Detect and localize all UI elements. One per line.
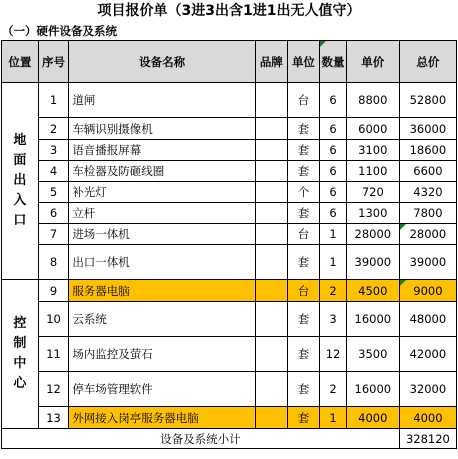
cell-qty: 3: [320, 302, 347, 337]
cell-name: 道闸: [69, 83, 256, 118]
cell-qty: 2: [320, 280, 347, 302]
cell-unit: 套: [287, 337, 320, 372]
cell-price: 1300: [346, 203, 399, 224]
header-position: 位置: [2, 41, 39, 83]
table-row-highlighted: [2, 407, 457, 429]
header-qty: 数量: [320, 41, 347, 83]
cell-price: 4500: [346, 280, 399, 302]
cell-qty: 12: [320, 337, 347, 372]
cell-price: 39000: [346, 245, 399, 280]
cell-brand: [256, 161, 288, 182]
table-row: [2, 224, 457, 245]
group-ground-entrance: 地面出入口: [2, 83, 39, 280]
cell-price: 3100: [346, 140, 399, 161]
table-row-highlighted: [2, 280, 457, 302]
header-name: 设备名称: [69, 41, 256, 83]
cell-price: 6000: [346, 118, 399, 140]
cell-index: 9: [38, 280, 69, 302]
cell-index: 3: [38, 140, 69, 161]
table-row: [2, 203, 457, 224]
subtotal-value: 328120: [399, 429, 456, 449]
cell-index: 11: [38, 337, 69, 372]
cell-index: 7: [38, 224, 69, 245]
table-row: [2, 161, 457, 182]
cell-unit: 套: [287, 302, 320, 337]
cell-price: 16000: [346, 372, 399, 407]
cell-unit: 个: [287, 182, 320, 203]
page-title: 项目报价单（3进3出含1进1出无人值守）: [97, 3, 361, 19]
cell-index: 13: [38, 407, 69, 429]
cell-index: 4: [38, 161, 69, 182]
header-total: 总价: [399, 41, 456, 83]
cell-unit: 套: [287, 407, 320, 429]
table-row: [2, 245, 457, 280]
cell-total: 42000: [399, 337, 456, 372]
cell-price: 16000: [346, 302, 399, 337]
cell-brand: [256, 118, 288, 140]
cell-price: 8800: [346, 83, 399, 118]
cell-brand: [256, 140, 288, 161]
header-row: [2, 41, 457, 83]
cell-qty: 6: [320, 140, 347, 161]
cell-price: 720: [346, 182, 399, 203]
table-row: [2, 118, 457, 140]
header-price: 单价: [346, 41, 399, 83]
subtotal-row: [2, 429, 457, 449]
cell-brand: [256, 280, 288, 302]
cell-qty: 1: [320, 224, 347, 245]
cell-name: 停车场管理软件: [69, 372, 256, 407]
cell-unit: 台: [287, 224, 320, 245]
table-row: [2, 302, 457, 337]
cell-total: 7800: [399, 203, 456, 224]
quote-table: [1, 40, 457, 449]
cell-unit: 套: [287, 245, 320, 280]
cell-price: 1100: [346, 161, 399, 182]
cell-total: 6600: [399, 161, 456, 182]
cell-total: 52800: [399, 83, 456, 118]
cell-total: 18600: [399, 140, 456, 161]
cell-total: 28000: [399, 224, 456, 245]
cell-total: 9000: [399, 280, 456, 302]
cell-name: 语音播报屏幕: [69, 140, 256, 161]
cell-unit: 套: [287, 161, 320, 182]
cell-name: 车辆识别摄像机: [69, 118, 256, 140]
header-index: 序号: [38, 41, 69, 83]
cell-brand: [256, 372, 288, 407]
cell-unit: 台: [287, 83, 320, 118]
cell-index: 5: [38, 182, 69, 203]
cell-price: 28000: [346, 224, 399, 245]
table-row: [2, 337, 457, 372]
cell-total: 48000: [399, 302, 456, 337]
cell-qty: 6: [320, 161, 347, 182]
header-unit: 单位: [287, 41, 320, 83]
cell-brand: [256, 203, 288, 224]
cell-qty: 6: [320, 203, 347, 224]
cell-total: 32000: [399, 372, 456, 407]
cell-index: 12: [38, 372, 69, 407]
table-row: [2, 182, 457, 203]
cell-qty: 6: [320, 83, 347, 118]
cell-unit: 台: [287, 280, 320, 302]
cell-brand: [256, 302, 288, 337]
cell-name: 外网接入岗亭服务器电脑: [69, 407, 256, 429]
cell-index: 10: [38, 302, 69, 337]
cell-name: 云系统: [69, 302, 256, 337]
cell-name: 服务器电脑: [69, 280, 256, 302]
cell-qty: 2: [320, 372, 347, 407]
cell-brand: [256, 407, 288, 429]
cell-index: 6: [38, 203, 69, 224]
header-brand: 品牌: [256, 41, 288, 83]
table-row: [2, 140, 457, 161]
cell-total: 39000: [399, 245, 456, 280]
cell-total: 36000: [399, 118, 456, 140]
cell-unit: 套: [287, 118, 320, 140]
cell-brand: [256, 83, 288, 118]
cell-name: 场内监控及萤石: [69, 337, 256, 372]
cell-total: 4320: [399, 182, 456, 203]
cell-brand: [256, 182, 288, 203]
cell-name: 补光灯: [69, 182, 256, 203]
cell-price: 4000: [346, 407, 399, 429]
cell-index: 1: [38, 83, 69, 118]
cell-brand: [256, 337, 288, 372]
table-row: [2, 372, 457, 407]
cell-qty: 6: [320, 182, 347, 203]
cell-qty: 1: [320, 407, 347, 429]
cell-price: 3500: [346, 337, 399, 372]
section-title: （一）硬件设备及系统: [2, 24, 117, 38]
cell-unit: 套: [287, 203, 320, 224]
table-row: [2, 83, 457, 118]
subtotal-label: 设备及系统小计: [2, 429, 400, 449]
cell-qty: 6: [320, 118, 347, 140]
group-control-center: 控制中心: [2, 280, 39, 429]
cell-index: 8: [38, 245, 69, 280]
cell-brand: [256, 224, 288, 245]
cell-name: 车检器及防砸线圈: [69, 161, 256, 182]
cell-qty: 1: [320, 245, 347, 280]
cell-index: 2: [38, 118, 69, 140]
cell-name: 出口一体机: [69, 245, 256, 280]
cell-total: 4000: [399, 407, 456, 429]
cell-name: 立杆: [69, 203, 256, 224]
cell-name: 进场一体机: [69, 224, 256, 245]
cell-unit: 套: [287, 372, 320, 407]
cell-brand: [256, 245, 288, 280]
cell-unit: 套: [287, 140, 320, 161]
